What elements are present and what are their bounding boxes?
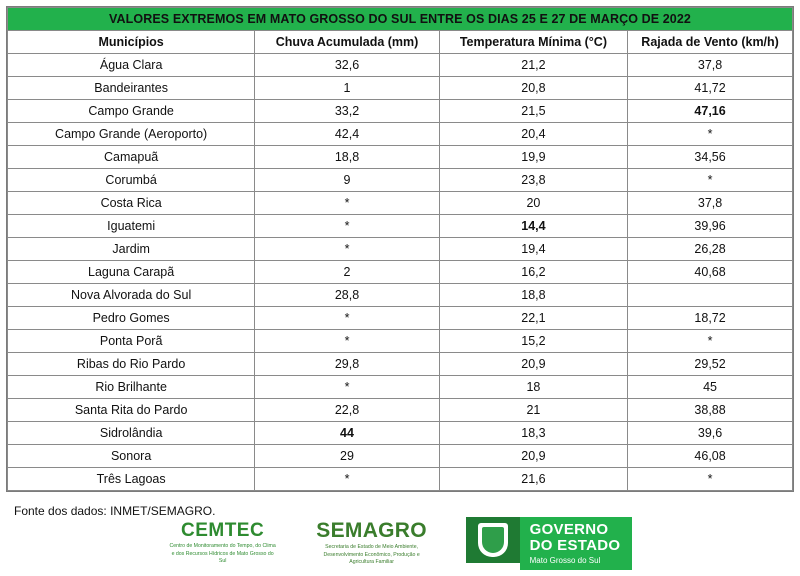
table-row (8, 123, 793, 146)
cell-chuva: 33,2 (255, 100, 439, 123)
cell-temperatura: 16,2 (439, 261, 627, 284)
table-row (8, 192, 793, 215)
table-row (8, 146, 793, 169)
cell-chuva: 18,8 (255, 146, 439, 169)
cell-vento: * (628, 169, 793, 192)
cell-vento: 41,72 (628, 77, 793, 100)
table-row (8, 215, 793, 238)
cell-municipio: Camapuã (8, 146, 255, 169)
cell-vento: * (628, 123, 793, 146)
cell-vento: * (628, 330, 793, 353)
cell-chuva: * (255, 376, 439, 399)
table-row (8, 422, 793, 445)
cell-vento: * (628, 468, 793, 491)
cell-municipio: Iguatemi (8, 215, 255, 238)
cell-municipio: Costa Rica (8, 192, 255, 215)
cell-municipio: Água Clara (8, 54, 255, 77)
cell-vento: 18,72 (628, 307, 793, 330)
table-row (8, 54, 793, 77)
table-row (8, 376, 793, 399)
cell-temperatura: 22,1 (439, 307, 627, 330)
cell-municipio: Corumbá (8, 169, 255, 192)
cell-temperatura: 20,8 (439, 77, 627, 100)
cell-chuva: 29 (255, 445, 439, 468)
cell-vento: 39,6 (628, 422, 793, 445)
cell-chuva: 2 (255, 261, 439, 284)
cell-vento: 39,96 (628, 215, 793, 238)
semagro-subtitle: Secretaria de Estado de Meio Ambiente, Desenvolvimento Econômico, Produção e Agricultura Familiar (323, 544, 420, 566)
cell-chuva: * (255, 215, 439, 238)
table-header-row (8, 31, 793, 54)
cell-temperatura: 18 (439, 376, 627, 399)
cell-municipio: Nova Alvorada do Sul (8, 284, 255, 307)
cell-municipio: Sidrolândia (8, 422, 255, 445)
cell-vento: 40,68 (628, 261, 793, 284)
cemtec-subtitle: Centro de Monitoramento do Tempo, do Clima e dos Recursos Hídricos de Mato Grosso do Sul (169, 543, 276, 565)
cell-chuva: * (255, 238, 439, 261)
cell-vento: 26,28 (628, 238, 793, 261)
cell-temperatura: 20,4 (439, 123, 627, 146)
semagro-logo (312, 520, 432, 567)
cemtec-name: CEMTEC (180, 520, 265, 542)
table-row (8, 284, 793, 307)
cell-municipio: Pedro Gomes (8, 307, 255, 330)
cell-municipio: Bandeirantes (8, 77, 255, 100)
extreme-values-table-container (6, 6, 794, 492)
cemtec-logo (168, 521, 278, 566)
cell-chuva: 22,8 (255, 399, 439, 422)
cell-vento: 29,52 (628, 353, 793, 376)
table-row (8, 330, 793, 353)
table-row (8, 261, 793, 284)
cell-temperatura: 14,4 (439, 215, 627, 238)
cell-chuva: * (255, 468, 439, 491)
table-title: VALORES EXTREMOS EM MATO GROSSO DO SUL ENTRE OS DIAS 25 E 27 DE MARÇO DE 2022 (8, 8, 793, 31)
cell-municipio: Três Lagoas (8, 468, 255, 491)
cell-chuva: * (255, 192, 439, 215)
cell-temperatura: 21,5 (439, 100, 627, 123)
cell-temperatura: 20 (439, 192, 627, 215)
table-row (8, 238, 793, 261)
cell-chuva: 9 (255, 169, 439, 192)
cell-municipio: Campo Grande (Aeroporto) (8, 123, 255, 146)
cell-temperatura: 23,8 (439, 169, 627, 192)
cell-municipio: Campo Grande (8, 100, 255, 123)
table-row (8, 399, 793, 422)
cell-vento: 38,88 (628, 399, 793, 422)
cell-chuva: * (255, 330, 439, 353)
cell-vento (628, 284, 793, 307)
table-row (8, 445, 793, 468)
table-body (8, 54, 793, 491)
cell-temperatura: 21,6 (439, 468, 627, 491)
cell-vento: 37,8 (628, 192, 793, 215)
cell-chuva: 44 (255, 422, 439, 445)
cell-municipio: Rio Brilhante (8, 376, 255, 399)
extreme-values-table (7, 7, 793, 491)
cell-temperatura: 21,2 (439, 54, 627, 77)
cell-chuva: 42,4 (255, 123, 439, 146)
cell-temperatura: 19,9 (439, 146, 627, 169)
table-row (8, 307, 793, 330)
semagro-name: SEMAGRO (316, 519, 427, 543)
table-row (8, 100, 793, 123)
cell-municipio: Ribas do Rio Pardo (8, 353, 255, 376)
cell-vento: 46,08 (628, 445, 793, 468)
cell-municipio: Sonora (8, 445, 255, 468)
cell-vento: 37,8 (628, 54, 793, 77)
state-crest-icon (466, 517, 520, 563)
table-row (8, 468, 793, 491)
cell-municipio: Santa Rita do Pardo (8, 399, 255, 422)
table-title-row (8, 8, 793, 31)
footer-logos (0, 517, 800, 570)
column-header-municipios: Municípios (8, 31, 255, 54)
column-header-vento: Rajada de Vento (km/h) (628, 31, 793, 54)
cell-chuva: 29,8 (255, 353, 439, 376)
cell-temperatura: 20,9 (439, 353, 627, 376)
table-row (8, 169, 793, 192)
cell-vento: 45 (628, 376, 793, 399)
governo-line3: Mato Grosso do Sul (529, 555, 601, 565)
cell-chuva: 1 (255, 77, 439, 100)
cell-municipio: Ponta Porã (8, 330, 255, 353)
governo-do-estado-logo (466, 517, 633, 570)
cell-temperatura: 15,2 (439, 330, 627, 353)
cell-municipio: Laguna Carapã (8, 261, 255, 284)
table-row (8, 353, 793, 376)
cell-temperatura: 18,8 (439, 284, 627, 307)
cell-chuva: 32,6 (255, 54, 439, 77)
governo-line2: DO ESTADO (529, 536, 621, 554)
column-header-temperatura: Temperatura Mínima (°C) (439, 31, 627, 54)
cell-temperatura: 18,3 (439, 422, 627, 445)
cell-temperatura: 20,9 (439, 445, 627, 468)
cell-chuva: * (255, 307, 439, 330)
cell-temperatura: 19,4 (439, 238, 627, 261)
governo-line1: GOVERNO (529, 521, 609, 539)
cell-vento: 47,16 (628, 100, 793, 123)
cell-chuva: 28,8 (255, 284, 439, 307)
table-row (8, 77, 793, 100)
cell-municipio: Jardim (8, 238, 255, 261)
cell-vento: 34,56 (628, 146, 793, 169)
source-note: Fonte dos dados: INMET/SEMAGRO. (14, 504, 216, 518)
column-header-chuva: Chuva Acumulada (mm) (255, 31, 439, 54)
cell-temperatura: 21 (439, 399, 627, 422)
